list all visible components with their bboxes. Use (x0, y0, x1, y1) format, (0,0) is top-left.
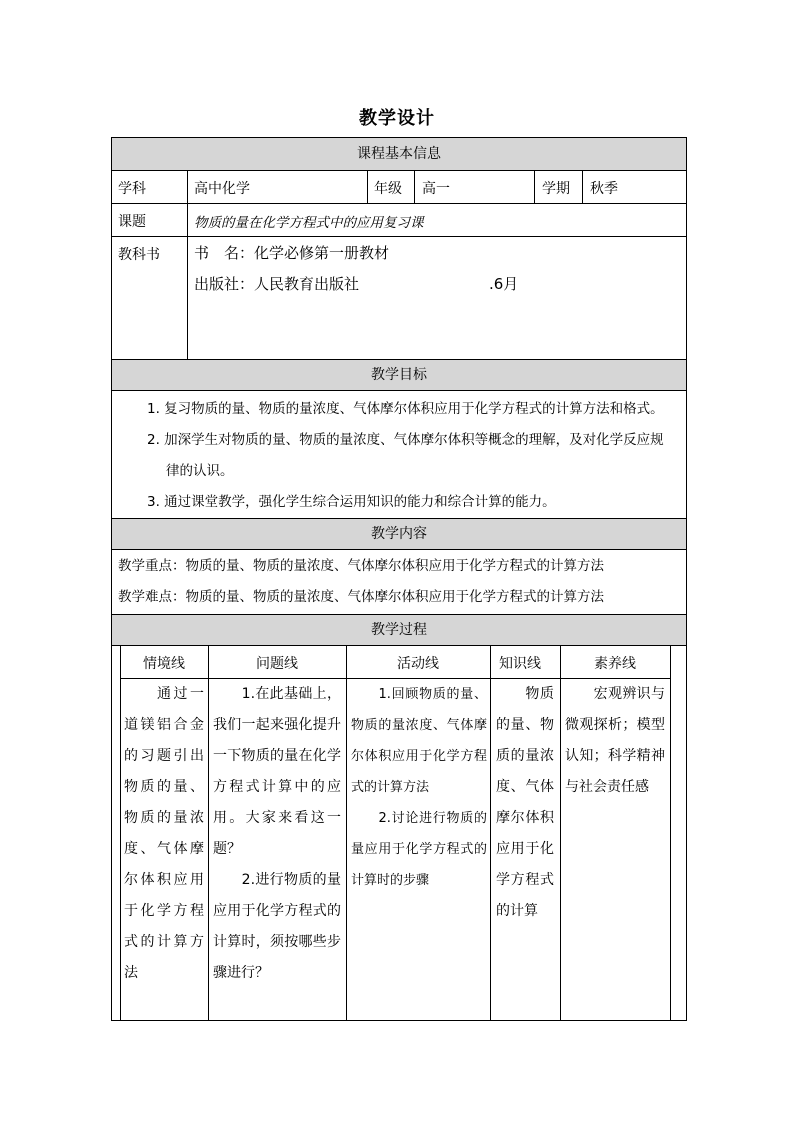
topic-value: 物质的量在化学方程式中的应用复习课 (194, 215, 424, 231)
column-header-literacy: 素养线 (594, 656, 636, 672)
col-divider (120, 646, 121, 1020)
situation-text: 通过一道镁铝合金的习题引出物质的量、物质的量浓度、气体摩尔体积应用于化学方程式的计算方法 (124, 686, 204, 981)
grade-label: 年级 (374, 181, 402, 197)
col-divider (414, 171, 415, 203)
difficult-point: 教学难点：物质的量、物质的量浓度、气体摩尔体积应用于化学方程式的计算方法 (118, 589, 604, 605)
topic-label: 课题 (118, 214, 146, 230)
col-divider (367, 171, 368, 203)
question-2: 2.进行物质的量应用于化学方程式的计算时，须按哪些步骤进行？ (213, 872, 341, 981)
row-divider (112, 236, 686, 237)
textbook-date: .6月 (489, 275, 519, 293)
col-divider (560, 646, 561, 1020)
column-header-knowledge: 知识线 (499, 656, 541, 672)
column-header-questions: 问题线 (256, 656, 298, 672)
grade-value: 高一 (422, 181, 450, 197)
goal-item: 3. 通过课堂教学，强化学生综合运用知识的能力和综合计算的能力。 (147, 494, 556, 510)
process-header: 教学过程 (112, 614, 686, 646)
content-header: 教学内容 (112, 518, 686, 550)
literacy-text: 宏观辨识与微观探析；模型认知；科学精神与社会责任感 (565, 686, 665, 795)
page-title: 教学设计 (359, 108, 435, 129)
column-header-activities: 活动线 (397, 656, 439, 672)
basic-info-header: 课程基本信息 (112, 138, 686, 171)
textbook-name: 书 名：化学必修第一册教材 (194, 244, 390, 262)
col-divider (670, 646, 671, 1020)
goal-item-continued: 律的认识。 (166, 463, 234, 479)
activity-1: 1.回顾物质的量、物质的量浓度、气体摩尔体积应用于化学方程式的计算方法 (351, 687, 487, 795)
col-divider (490, 646, 491, 1020)
key-point: 教学重点：物质的量、物质的量浓度、气体摩尔体积应用于化学方程式的计算方法 (118, 558, 604, 574)
subject-value: 高中化学 (194, 181, 250, 197)
textbook-publisher: 出版社：人民教育出版社 (194, 275, 360, 293)
col-divider (208, 646, 209, 1020)
question-1: 1.在此基础上，我们一起来强化提升一下物质的量在化学方程式计算中的应用。大家来看这一题？ (213, 686, 341, 857)
column-header-situation: 情境线 (143, 656, 185, 672)
col-divider (187, 171, 188, 359)
col-divider (346, 646, 347, 1020)
lesson-plan-table (111, 137, 687, 1021)
row-divider (112, 203, 686, 204)
term-value: 秋季 (590, 181, 618, 197)
subject-label: 学科 (118, 181, 146, 197)
goal-item: 2. 加深学生对物质的量、物质的量浓度、气体摩尔体积等概念的理解，及对化学反应规 (147, 432, 664, 448)
goal-item: 1. 复习物质的量、物质的量浓度、气体摩尔体积应用于化学方程式的计算方法和格式。 (147, 401, 664, 417)
goals-header: 教学目标 (112, 359, 686, 391)
knowledge-text: 物质的量、物质的量浓度、气体摩尔体积应用于化学方程式的计算 (496, 686, 554, 919)
activity-2: 2.讨论进行物质的量应用于化学方程式的计算时的步骤 (351, 811, 487, 888)
textbook-label: 教科书 (118, 247, 160, 263)
term-label: 学期 (542, 181, 570, 197)
col-divider (582, 171, 583, 203)
col-divider (534, 171, 535, 203)
